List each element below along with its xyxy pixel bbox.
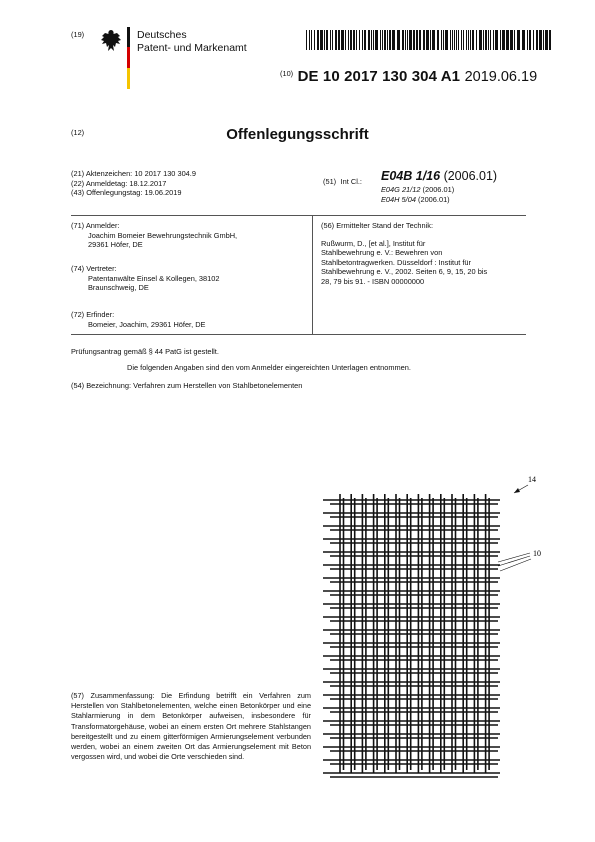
barcode-bar xyxy=(402,30,404,50)
ipc-secondary: E04G 21/12 (2006.01) E04H 5/04 (2006.01) xyxy=(381,185,455,204)
barcode-bar xyxy=(324,30,325,50)
barcode-bar xyxy=(330,30,331,50)
barcode-bar xyxy=(502,30,505,50)
inid-12: (12) xyxy=(71,128,85,137)
representative-block: (74) Vertreter: Patentanwälte Einsel & Kollegen, 38102 Braunschweig, DE xyxy=(71,264,307,293)
barcode-bar xyxy=(432,30,435,50)
publication-number: DE 10 2017 130 304 A1 xyxy=(297,68,461,85)
abstract: (57) Zusammenfassung: Die Erfindung betrifft ein Verfahren zum Herstellen von Stahlbetonelementen, welche einen Betonkörper und eine Stahlarmierung in dem Betonkörper aufweisen, insbesondere für Transformatorgehäuse, wobei an einem ersten Ort mehrere Stahlstangen bereitgestellt und zu einem gitterförmigen Armierungselement verbunden werden, wobei an einem zweiten Ort das Armierungselement mit Beton vergossen wird, und wobei die Orte verschieden sind. xyxy=(71,691,312,762)
barcode-bar xyxy=(466,30,467,50)
barcode-bar xyxy=(311,30,312,50)
barcode-bar xyxy=(413,30,415,50)
barcode-bar xyxy=(549,30,551,50)
barcode-bar xyxy=(309,30,310,50)
biblio-left xyxy=(71,169,301,198)
barcode-bar xyxy=(437,30,439,50)
inid-19: (19) xyxy=(71,30,85,39)
designation: (54) Bezeichnung: Verfahren zum Herstellen von Stahlbetonelementen xyxy=(71,381,303,390)
divider xyxy=(71,215,526,216)
barcode-bar xyxy=(472,30,474,50)
barcode-bar xyxy=(443,30,444,50)
prior-art-block: (56) Ermittelter Stand der Technik: Rußwurm, D., [et al.], Institut für Stahlbewehrung e. V.: Bewehren von Stahlbetontragwerken. Düsseldorf : Institut für Stahlbewehrung e. V., 2002. Seiten 6, 9, 15, 20 bis 28, 79 bis 91. - ISBN 00000000 xyxy=(321,221,526,287)
barcode-bar xyxy=(359,30,360,50)
office-name-line1: Deutsches xyxy=(137,29,187,41)
biblio-row-43: (43) Offenlegungstag: 19.06.2019 xyxy=(71,188,182,198)
barcode-bar xyxy=(445,30,448,50)
barcode-bar xyxy=(517,30,520,50)
arrowhead xyxy=(514,488,520,493)
barcode-bar xyxy=(543,30,544,50)
barcode-bar xyxy=(450,30,451,50)
divider xyxy=(71,334,526,335)
biblio-row-21: (21) Aktenzeichen: 10 2017 130 304.9 xyxy=(71,169,196,178)
barcode-bar xyxy=(392,30,395,50)
publication-date: 2019.06.19 xyxy=(464,69,538,85)
barcode-bar xyxy=(362,30,363,50)
barcode-bar xyxy=(407,30,408,50)
barcode-bar xyxy=(335,30,337,50)
ipc-main xyxy=(381,169,497,183)
disclaimer-note: Die folgenden Angaben sind den vom Anmelder eingereichten Unterlagen entnommen. xyxy=(127,363,411,372)
mesh-bars xyxy=(323,494,500,777)
publication-number-line xyxy=(280,68,537,86)
barcode-bar xyxy=(539,30,542,50)
barcode-bar xyxy=(306,30,307,50)
barcode-bar xyxy=(536,30,538,50)
barcode-bar xyxy=(522,30,525,50)
barcode-bar xyxy=(483,30,484,50)
barcode-bar xyxy=(479,30,482,50)
barcode-bar xyxy=(387,30,388,50)
barcode-bar xyxy=(350,30,352,50)
barcode-bar xyxy=(430,30,431,50)
figure-label-10: 10 xyxy=(533,549,541,558)
document-title: Offenlegungsschrift xyxy=(226,126,369,143)
barcode-bar xyxy=(409,30,412,50)
barcode-bar xyxy=(423,30,425,50)
barcode-bar xyxy=(338,30,340,50)
barcode-bar xyxy=(348,30,349,50)
ipc-code: (51) xyxy=(323,177,337,186)
federal-eagle-icon xyxy=(100,28,122,54)
barcode-bar xyxy=(488,30,489,50)
barcode-bar xyxy=(382,30,383,50)
barcode-bar xyxy=(458,30,459,50)
barcode-bar xyxy=(332,30,333,50)
barcode-bar xyxy=(326,30,328,50)
ipc-label: Int Cl.: xyxy=(340,177,362,186)
barcode-bar xyxy=(373,30,374,50)
examination-note: Prüfungsantrag gemäß § 44 PatG ist gestellt. xyxy=(71,347,219,356)
barcode-bar xyxy=(495,30,498,50)
reinforcement-mesh-figure xyxy=(318,470,548,780)
barcode-bar xyxy=(533,30,534,50)
barcode-bar xyxy=(468,30,469,50)
barcode-bar xyxy=(529,30,531,50)
barcode-bar xyxy=(320,30,323,50)
representative-value: Patentanwälte Einsel & Kollegen, 38102 Braunschweig, DE xyxy=(88,273,220,293)
inventor-value: Bomeier, Joachim, 29361 Höfer, DE xyxy=(88,319,206,329)
barcode-bar xyxy=(454,30,455,50)
abstract-text: Die Erfindung betrifft ein Verfahren zum Herstellen von Stahlbetonelementen, welche einen Betonkörper und eine Stahlarmierung in dem Betonkörper aufweisen, insbesondere für Transformatorgehäuse, wobei an einem ersten Ort mehrere Stahlstangen bereitgestellt und zu einem gitterförmigen Armierungselement verbunden werden, wobei an einem zweiten Ort das Armierungselement mit Beton vergossen wird, und wobei die Orte verschieden sind. xyxy=(71,691,312,762)
barcode-bar xyxy=(490,30,491,50)
barcode-bar xyxy=(364,30,366,50)
barcode-bar xyxy=(452,30,453,50)
prior-art-value: Rußwurm, D., [et al.], Institut für Stahlbewehrung e. V.: Bewehren von Stahlbetontragwerken. Düsseldorf : Institut für Stahlbewehrung e. V., 2002. Seiten 6, 9, 15, 20 bis 28, 79 bis 91. - ISBN 00000000 xyxy=(321,238,488,286)
barcode-bar xyxy=(375,30,378,50)
barcode-bar xyxy=(353,30,355,50)
ipc-sec-class: E04G 21/12 xyxy=(381,185,421,194)
barcode-bar xyxy=(461,30,462,50)
barcode-bar xyxy=(397,30,400,50)
barcode-bar xyxy=(485,30,487,50)
barcode-bar xyxy=(514,30,515,50)
barcode-bar xyxy=(500,30,501,50)
barcode-bar xyxy=(405,30,406,50)
barcode-bar xyxy=(317,30,319,50)
applicant-block: (71) Anmelder: Joachim Bomeier Bewehrungstechnik GmbH, 29361 Höfer, DE xyxy=(71,221,307,250)
office-name-line2: Patent- und Markenamt xyxy=(137,41,247,54)
barcode-bar xyxy=(419,30,421,50)
ipc-sec-class: E04H 5/04 xyxy=(381,195,416,204)
barcode-bar xyxy=(380,30,381,50)
figure-label-14: 14 xyxy=(528,475,536,484)
barcode-bar xyxy=(510,30,513,50)
barcode-bar xyxy=(341,30,344,50)
applicant-value: Joachim Bomeier Bewehrungstechnik GmbH, 29361 Höfer, DE xyxy=(88,230,238,250)
barcode-bar xyxy=(441,30,442,50)
barcode-bar xyxy=(493,30,494,50)
flag-stripe-icon xyxy=(127,27,130,89)
barcode-bar xyxy=(345,30,346,50)
barcode-bar xyxy=(356,30,357,50)
divider xyxy=(312,215,313,334)
ipc-main-class: E04B 1/16 xyxy=(381,169,441,183)
barcode-bar xyxy=(463,30,464,50)
barcode-bar xyxy=(371,30,372,50)
inventor-block: (72) Erfinder: Bomeier, Joachim, 29361 Höfer, DE xyxy=(71,310,307,329)
barcode-bar xyxy=(426,30,429,50)
barcode-bar xyxy=(416,30,418,50)
barcode-bar xyxy=(389,30,391,50)
ipc-main-version: (2006.01) xyxy=(443,169,498,183)
barcode-bar xyxy=(506,30,509,50)
inid-10: (10) xyxy=(280,69,294,78)
barcode-bar xyxy=(527,30,528,50)
barcode-bar xyxy=(476,30,477,50)
barcode-bar xyxy=(384,30,386,50)
barcode-bar xyxy=(470,30,471,50)
barcode-bar xyxy=(456,30,457,50)
barcode-bar xyxy=(368,30,370,50)
barcode-bar xyxy=(314,30,315,50)
biblio-row-22: (22) Anmeldetag: 18.12.2017 xyxy=(71,178,167,188)
barcode xyxy=(306,30,552,50)
office-name xyxy=(137,29,247,54)
barcode-bar xyxy=(545,30,548,50)
